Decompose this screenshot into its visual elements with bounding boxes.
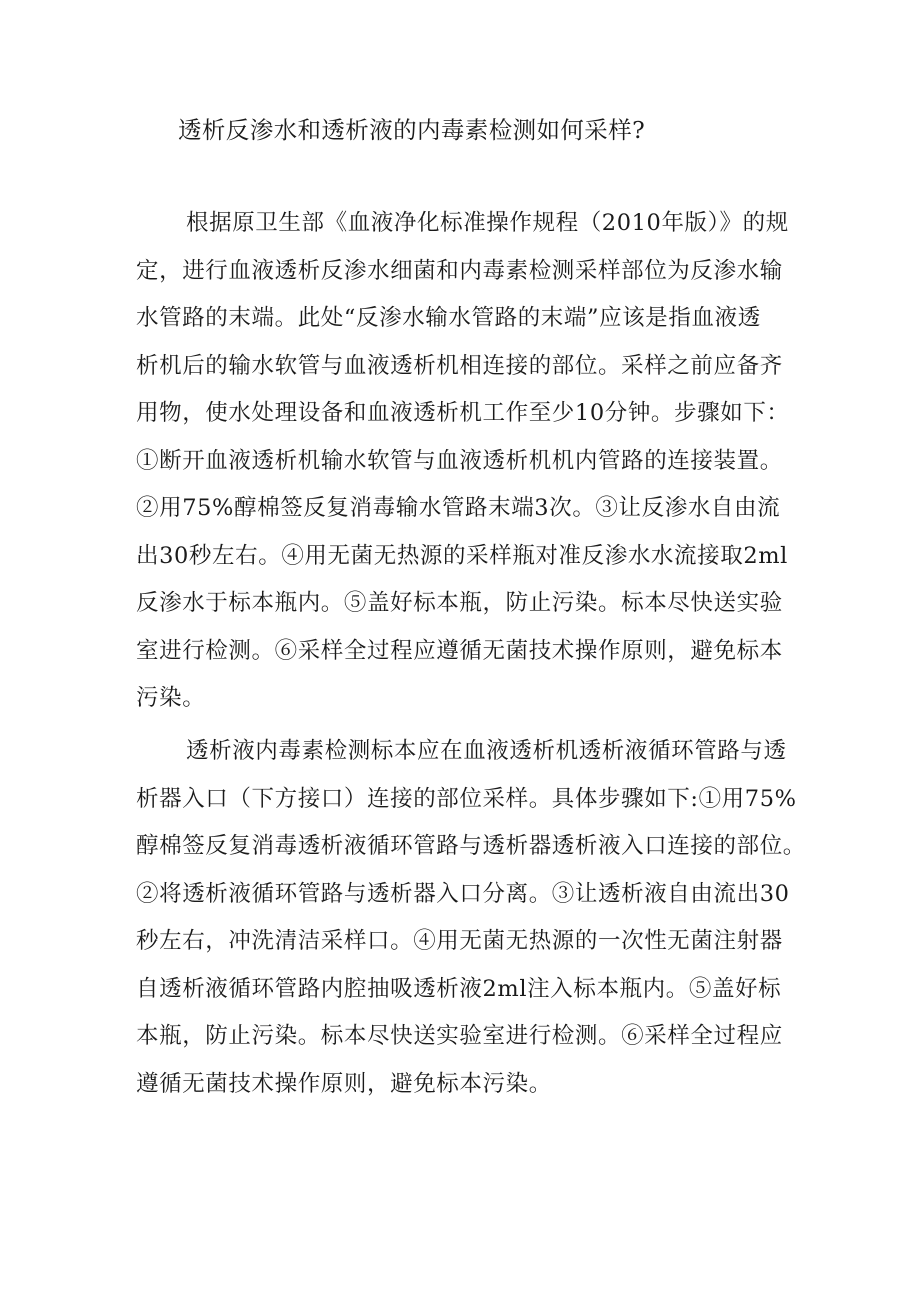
paragraph-dialysate-sampling bbox=[136, 728, 806, 1108]
paragraph-line: 遵循无菌技术操作原则，避免标本污染。 bbox=[136, 1070, 552, 1097]
paragraph-line: 污染。 bbox=[136, 685, 206, 711]
paragraph-line: ②用75%醇棉签反复消毒输水管路末端3次。③让反渗水自由流 bbox=[136, 495, 781, 521]
paragraph-line: ②将透析液循环管路与透析器入口分离。③让透析液自由流出30 bbox=[136, 880, 790, 907]
paragraph-line: 秒左右，冲洗清洁采样口。④用无菌无热源的一次性无菌注射器 bbox=[136, 928, 783, 954]
paragraph-line: 出30秒左右。④用无菌无热源的采样瓶对准反渗水水流接取2ml bbox=[136, 542, 788, 569]
paragraph-line: 析器入口（下方接口）连接的部位采样。具体步骤如下:①用75% bbox=[136, 785, 797, 812]
paragraph-line: 透析液内毒素检测标本应在血液透析机透析液循环管路与透 bbox=[186, 738, 787, 764]
paragraph-line: 醇棉签反复消毒透析液循环管路与透析器透析液入口连接的部位。 bbox=[136, 833, 806, 859]
paragraph-line: 析机后的输水软管与血液透析机相连接的部位。采样之前应备齐 bbox=[136, 352, 783, 379]
document-title: 透析反渗水和透析液的内毒素检测如何采样? bbox=[178, 116, 646, 144]
paragraph-water-sampling bbox=[136, 200, 796, 723]
paragraph-line: 本瓶，防止污染。标本尽快送实验室进行检测。⑥采样全过程应 bbox=[136, 1023, 783, 1049]
paragraph-line: 水管路的末端。此处“反渗水输水管路的末端”应该是指血液透 bbox=[136, 305, 761, 331]
paragraph-line: 定，进行血液透析反渗水细菌和内毒素检测采样部位为反渗水输 bbox=[136, 257, 783, 284]
paragraph-line: ①断开血液透析机输水软管与血液透析机机内管路的连接装置。 bbox=[136, 447, 783, 474]
paragraph-line: 自透析液循环管路内腔抽吸透析液2ml注入标本瓶内。⑤盖好标 bbox=[136, 975, 782, 1002]
paragraph-line: 用物，使水处理设备和血液透析机工作至少10分钟。步骤如下： bbox=[136, 400, 790, 426]
paragraph-line: 室进行检测。⑥采样全过程应遵循无菌技术操作原则，避免标本 bbox=[136, 637, 783, 664]
paragraph-line: 根据原卫生部《血液净化标准操作规程（2010年版）》的规 bbox=[186, 210, 789, 236]
paragraph-line: 反渗水于标本瓶内。⑤盖好标本瓶，防止污染。标本尽快送实验 bbox=[136, 590, 783, 616]
